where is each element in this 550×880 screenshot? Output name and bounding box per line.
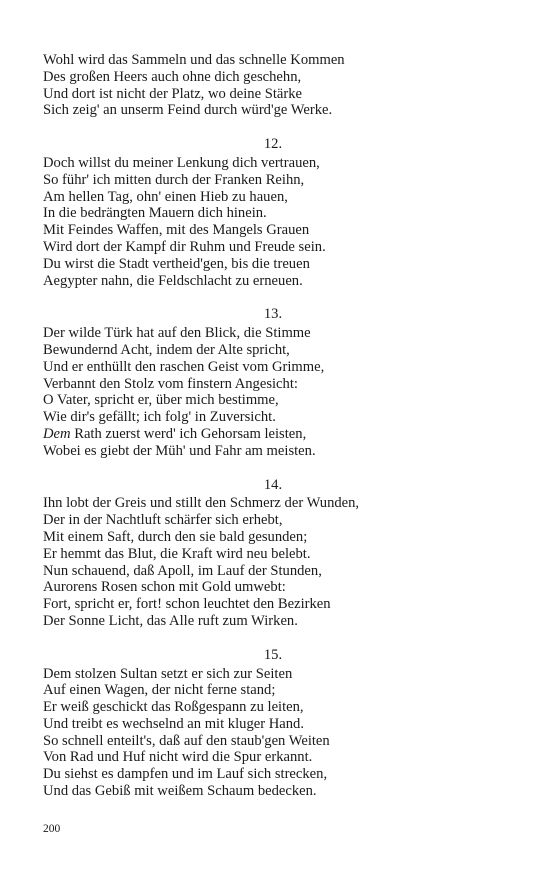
verse-line: Nun schauend, daß Apoll, im Lauf der Stunden, [43, 562, 322, 579]
verse-line: Am hellen Tag, ohn' einen Hieb zu hauen, [43, 188, 288, 205]
stanza-number: 12. [263, 136, 283, 153]
verse-line: Und treibt es wechselnd an mit kluger Hand. [43, 715, 304, 732]
verse-line: Fort, spricht er, fort! schon leuchtet den Bezirken [43, 596, 331, 613]
verse-line: Mit Feindes Waffen, mit des Mangels Grauen [43, 222, 310, 239]
verse-line: Er hemmt das Blut, die Kraft wird neu belebt. [43, 545, 311, 562]
verse-line: Von Rad und Huf nicht wird die Spur erkannt. [43, 749, 313, 766]
verse-line: Wie dir's gefällt; ich folg' in Zuversicht. [43, 409, 276, 426]
verse-line: Aurorens Rosen schon mit Gold umwebt: [43, 579, 286, 596]
verse-line: Und er enthüllt den raschen Geist vom Grimme, [43, 358, 325, 375]
verse-line: Bewundernd Acht, indem der Alte spricht, [43, 341, 290, 358]
verse-line: Der in der Nachtluft schärfer sich erhebt, [43, 512, 283, 529]
verse-line: Der Sonne Licht, das Alle ruft zum Wirken. [43, 612, 298, 629]
verse-line: Du siehst es dampfen und im Lauf sich strecken, [43, 766, 328, 783]
verse-line: Der wilde Türk hat auf den Blick, die Stimme [43, 325, 311, 342]
emphasized-word: Dem [43, 425, 71, 442]
verse-line: Und das Gebiß mit weißem Schaum bedecken. [43, 783, 317, 800]
verse-line: In die bedrängten Mauern dich hinein. [43, 205, 267, 222]
verse-line: Ihn lobt der Greis und stillt den Schmerz der Wunden, [43, 495, 360, 512]
verse-line: Des großen Heers auch ohne dich geschehn, [43, 68, 302, 85]
verse-line: So führ' ich mitten durch der Franken Reihn, [43, 171, 305, 188]
verse-line-rest: Rath zuerst werd' ich Gehorsam leisten, [70, 425, 307, 442]
verse-line: Wird dort der Kampf dir Ruhm und Freude sein. [43, 238, 326, 255]
verse-line: Auf einen Wagen, der nicht ferne stand; [43, 682, 276, 699]
verse-line: Er weiß geschickt das Roßgespann zu leiten, [43, 699, 304, 716]
verse-line: So schnell enteilt's, daß auf den staub'gen Weiten [43, 732, 330, 749]
stanza-number: 13. [263, 306, 283, 323]
verse-line: Aegypter nahn, die Feldschlacht zu erneuen. [43, 272, 303, 289]
stanza-13 [43, 306, 503, 459]
verse-line: Wohl wird das Sammeln und das schnelle Kommen [43, 52, 345, 68]
stanza-15 [43, 647, 503, 800]
stanza-14 [43, 477, 503, 630]
stanza-12 [43, 136, 503, 289]
verse-line: Du wirst die Stadt vertheid'gen, bis die treuen [43, 255, 310, 272]
verse-line [43, 426, 503, 443]
verse-line: Wobei es giebt der Müh' und Fahr am meisten. [43, 442, 316, 459]
verse-line: Verbannt den Stolz vom finstern Angesicht: [43, 375, 298, 392]
verse-line: Dem stolzen Sultan setzt er sich zur Seiten [43, 665, 293, 682]
stanza-number: 15. [263, 646, 283, 663]
verse-line: O Vater, spricht er, über mich bestimme, [43, 392, 279, 409]
verse-line: Doch willst du meiner Lenkung dich vertrauen, [43, 154, 320, 171]
intro-stanza-fragment [43, 52, 503, 119]
stanza-number: 14. [263, 476, 283, 493]
page-number: 200 [43, 823, 61, 835]
verse-line: Sich zeig' an unserm Feind durch würd'ge Werke. [43, 102, 333, 119]
verse-line: Mit einem Saft, durch den sie bald gesunden; [43, 528, 308, 545]
verse-line: Und dort ist nicht der Platz, wo deine Stärke [43, 85, 302, 102]
page-body [43, 52, 503, 800]
